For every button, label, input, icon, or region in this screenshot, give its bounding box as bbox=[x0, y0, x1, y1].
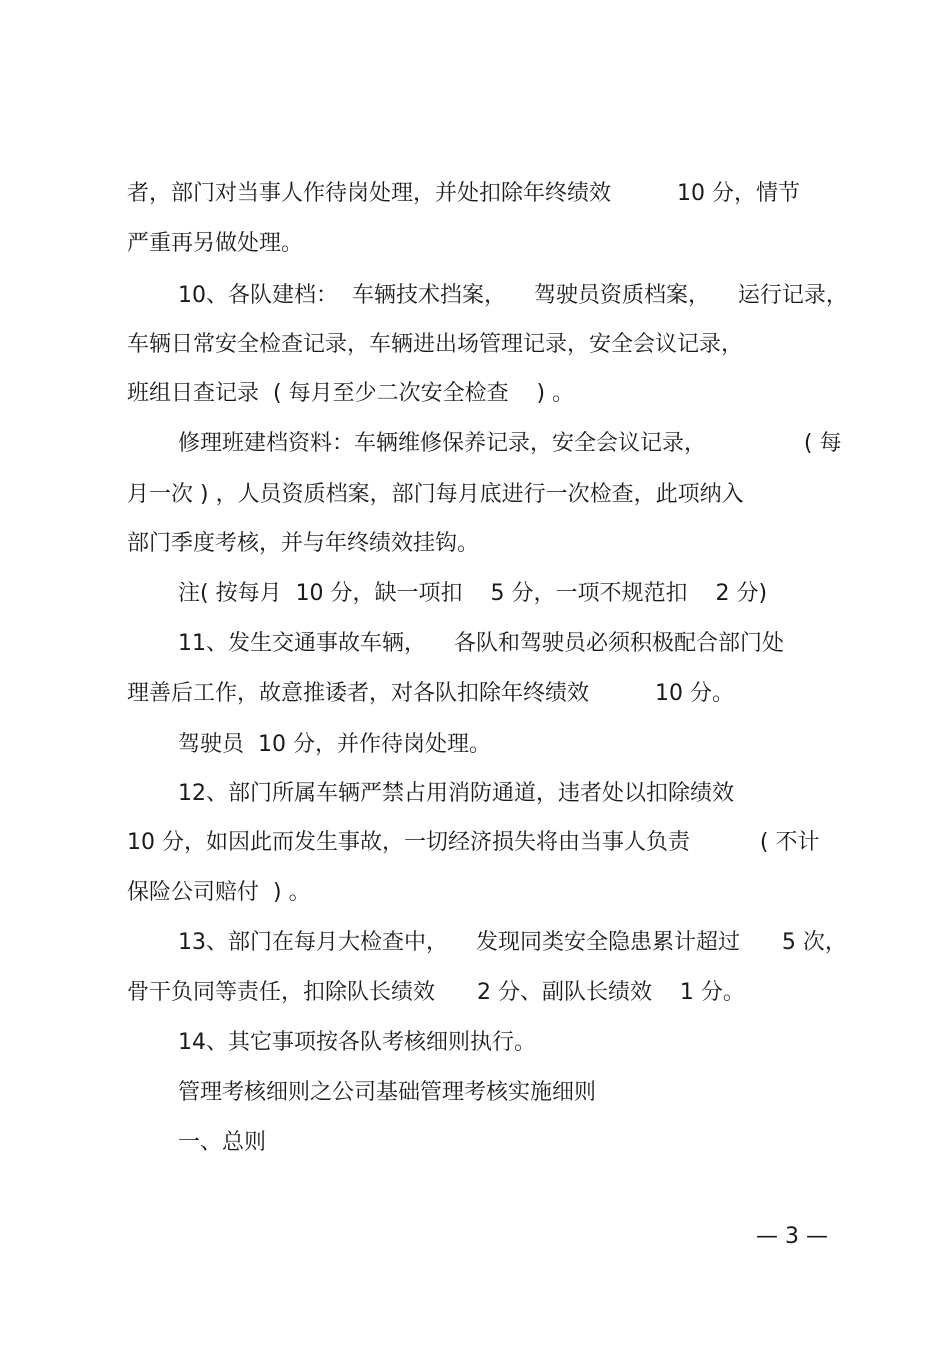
page-number: — 3 — bbox=[756, 1224, 828, 1249]
text-line: 13、部门在每月大检查中， 发现同类安全隐患累计超过 5 次， bbox=[178, 930, 847, 955]
text-line: 保险公司赔付 ) 。 bbox=[127, 880, 311, 905]
text-line: 理善后工作，故意推诿者，对各队扣除年终绩效 10 分。 bbox=[127, 681, 734, 706]
text-line: 班组日查记录 ( 每月至少二次安全检查 ) 。 bbox=[127, 381, 575, 406]
text-line: 者，部门对当事人作待岗处理，并处扣除年终绩效 10 分，情节 bbox=[127, 181, 800, 206]
text-line: 月一次 ) ，人员资质档案，部门每月底进行一次检查，此项纳入 bbox=[127, 482, 744, 507]
text-line: 12、部门所属车辆严禁占用消防通道，违者处以扣除绩效 bbox=[178, 781, 734, 806]
text-line: 严重再另做处理。 bbox=[127, 231, 304, 256]
section-heading: 一、总则 bbox=[178, 1130, 267, 1155]
text-line: 骨干负同等责任，扣除队长绩效 2 分、副队长绩效 1 分。 bbox=[127, 980, 745, 1005]
text-line: 修理班建档资料：车辆维修保养记录，安全会议记录， ( 每 bbox=[178, 431, 842, 456]
text-line: 14、其它事项按各队考核细则执行。 bbox=[178, 1030, 536, 1055]
text-line: 部门季度考核，并与年终绩效挂钩。 bbox=[127, 531, 480, 556]
text-line: 10 分，如因此而发生事故，一切经济损失将由当事人负责 ( 不计 bbox=[127, 830, 820, 855]
text-line: 注( 按每月 10 分，缺一项扣 5 分，一项不规范扣 2 分) bbox=[178, 581, 768, 606]
text-line: 车辆日常安全检查记录，车辆进出场管理记录，安全会议记录， bbox=[127, 332, 744, 357]
text-line: 管理考核细则之公司基础管理考核实施细则 bbox=[178, 1080, 597, 1105]
text-line: 11、发生交通事故车辆， 各队和驾驶员必须积极配合部门处 bbox=[178, 631, 784, 656]
text-line: 10、各队建档： 车辆技术挡案， 驾驶员资质档案， 运行记录， bbox=[178, 283, 848, 308]
text-line: 驾驶员 10 分，并作待岗处理。 bbox=[178, 732, 491, 757]
